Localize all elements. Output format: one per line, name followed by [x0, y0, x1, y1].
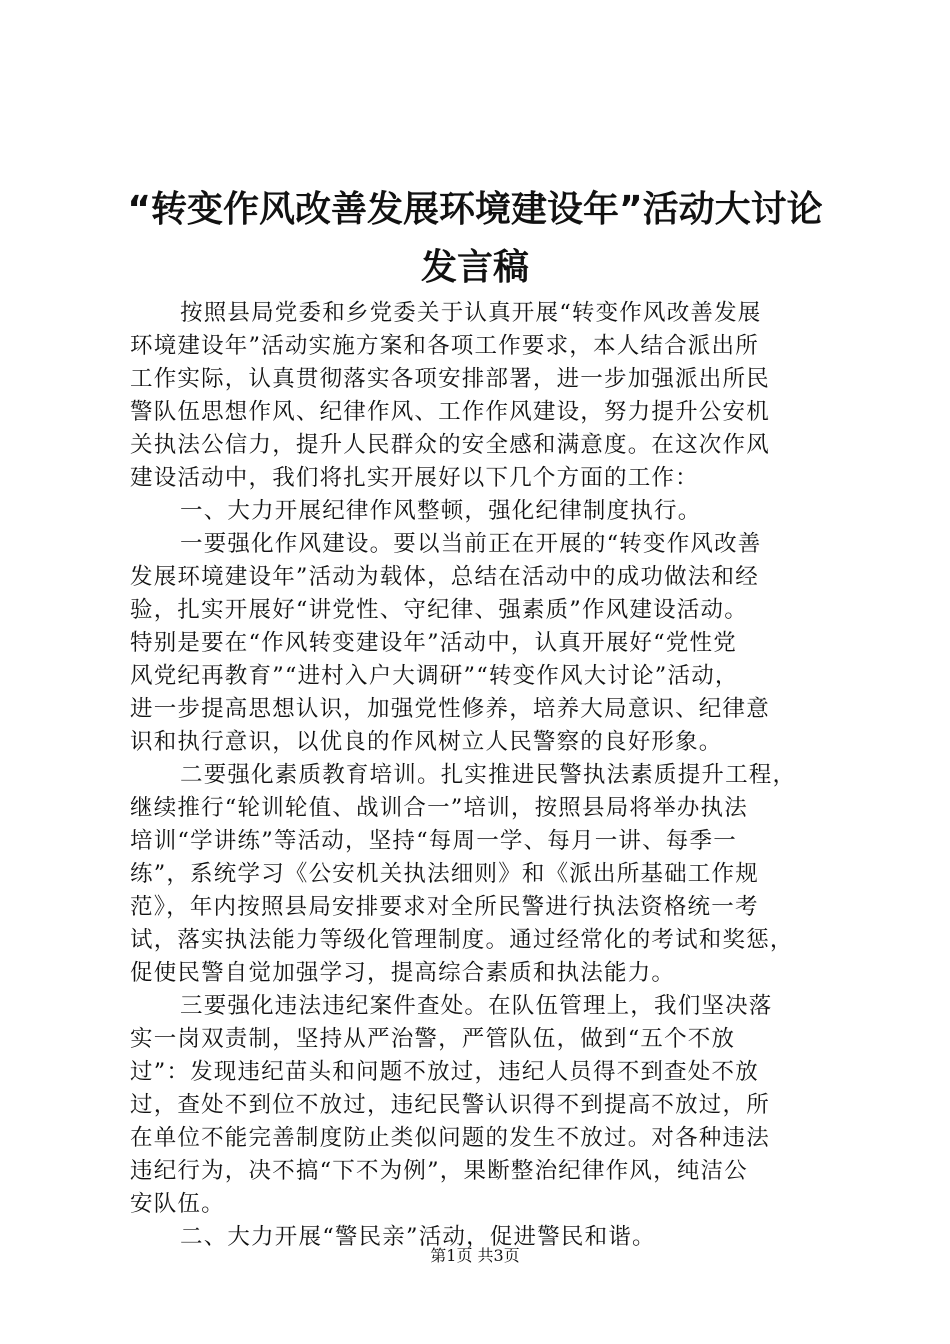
body-line: 过”：发现违纪苗头和问题不放过，违纪人员得不到查处不放	[130, 1059, 759, 1085]
body-line: 识和执行意识，以优良的作风树立人民警察的良好形象。	[130, 729, 723, 755]
body-line: 环境建设年”活动实施方案和各项工作要求，本人结合派出所	[130, 333, 759, 359]
body-line: 风党纪再教育”“进村入户大调研”“转变作风大讨论”活动，	[130, 663, 739, 689]
body-line: 练”，系统学习《公安机关执法细则》和《派出所基础工作规	[130, 861, 759, 887]
body-line: 进一步提高思想认识，加强党性修养，培养大局意识、纪律意	[130, 696, 770, 722]
body-line: 促使民警自觉加强学习，提高综合素质和执法能力。	[130, 960, 676, 986]
document-body	[130, 297, 842, 1254]
document-title-line-1: “转变作风改善发展环境建设年”活动大讨论	[127, 189, 823, 230]
body-line: 三要强化违法违纪案件查处。在队伍管理上，我们坚决落	[180, 993, 773, 1019]
body-line: 在单位不能完善制度防止类似问题的发生不放过。对各种违法	[130, 1125, 770, 1151]
body-line: 二要强化素质教育培训。扎实推进民警执法素质提升工程，	[180, 762, 797, 788]
body-line: 试，落实执法能力等级化管理制度。通过经常化的考试和奖惩，	[130, 927, 794, 953]
body-line: 过，查处不到位不放过，违纪民警认识得不到提高不放过，所	[130, 1092, 770, 1118]
body-line: 安队伍。	[130, 1191, 225, 1217]
page-footer: 第1页 共3页	[430, 1246, 520, 1265]
body-line: 工作实际，认真贯彻落实各项安排部署，进一步加强派出所民	[130, 366, 770, 392]
body-line: 建设活动中，我们将扎实开展好以下几个方面的工作：	[130, 465, 699, 491]
section-heading: 二、大力开展“警民亲”活动，促进警民和谐。	[180, 1224, 656, 1250]
body-line: 继续推行“轮训轮值、战训合一”培训，按照县局将举办执法	[130, 795, 748, 821]
body-line: 验，扎实开展好“讲党性、守纪律、强素质”作风建设活动。	[130, 597, 748, 623]
document-title-line-2: 发言稿	[420, 247, 529, 288]
body-line: 特别是要在“作风转变建设年”活动中，认真开展好“党性党	[130, 630, 737, 656]
section-heading: 一、大力开展纪律作风整顿，强化纪律制度执行。	[180, 498, 702, 524]
body-line: 培训“学讲练”等活动，坚持“每周一学、每月一讲、每季一	[130, 828, 737, 854]
body-line: 警队伍思想作风、纪律作风、工作作风建设，努力提升公安机	[130, 399, 770, 425]
body-line: 关执法公信力，提升人民群众的安全感和满意度。在这次作风	[130, 432, 770, 458]
body-line: 范》，年内按照县局安排要求对全所民警进行执法资格统一考	[130, 894, 759, 920]
body-line: 发展环境建设年”活动为载体，总结在活动中的成功做法和经	[130, 564, 759, 590]
body-line: 按照县局党委和乡党委关于认真开展“转变作风改善发展	[180, 300, 762, 326]
body-line: 实一岗双责制，坚持从严治警，严管队伍，做到“五个不放	[130, 1026, 736, 1052]
body-line: 违纪行为，决不搞“下不为例”，果断整治纪律作风，纯洁公	[130, 1158, 748, 1184]
body-line: 一要强化作风建设。要以当前正在开展的“转变作风改善	[180, 531, 762, 557]
